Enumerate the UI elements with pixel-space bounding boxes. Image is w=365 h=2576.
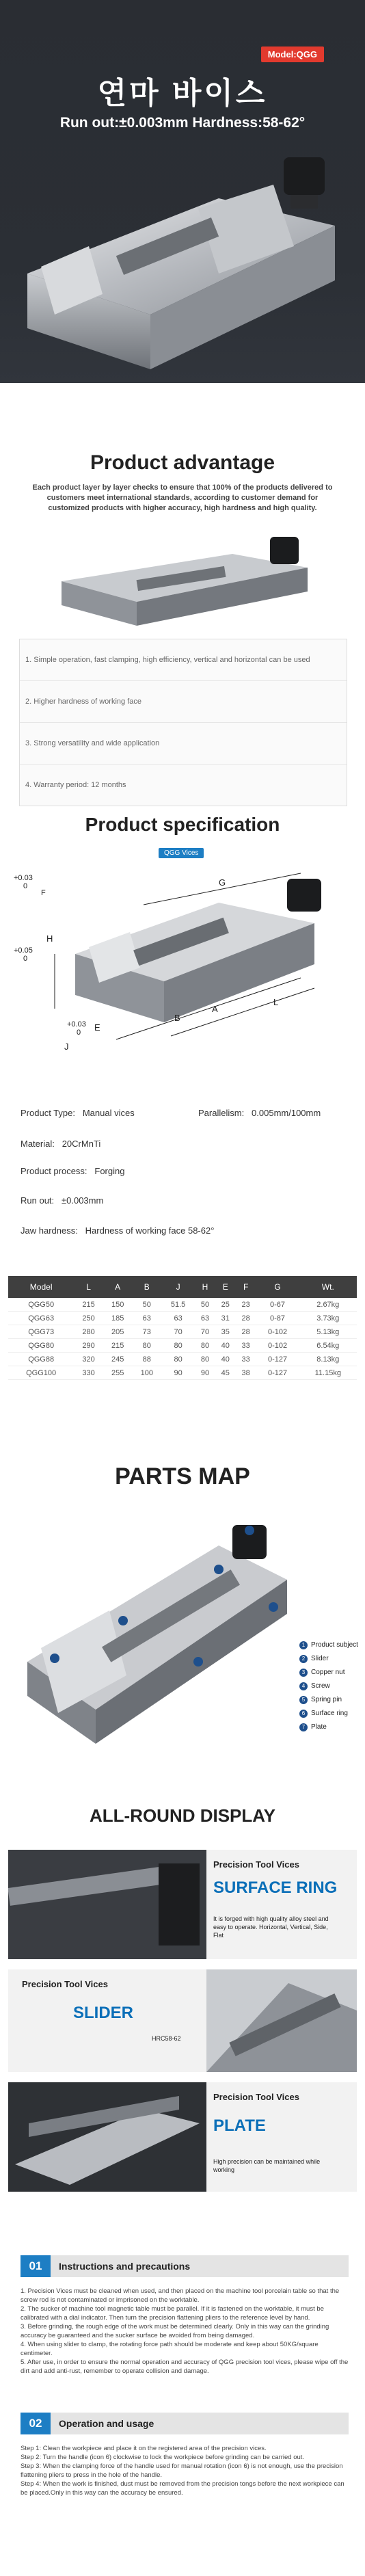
legend-item: 1 Product subject xyxy=(299,1641,358,1649)
usage-line: Step 2: Turn the handle (icon 6) clockwise to lock the workpiece before grinding can be carried out. xyxy=(21,2454,305,2461)
table-cell: 70 xyxy=(161,1325,195,1339)
usage-text xyxy=(21,2444,349,2497)
table-cell: 50 xyxy=(132,1298,161,1312)
table-cell: 33 xyxy=(236,1353,256,1366)
specification-title: Product specification xyxy=(85,814,280,835)
hero-title: 연마 바이스 xyxy=(97,77,268,110)
advantage-item: 1. Simple operation, fast clamping, high efficiency, vertical and horizontal can be used xyxy=(20,639,347,681)
table-cell: 90 xyxy=(161,1366,195,1380)
hero-banner xyxy=(0,0,365,383)
instructions-text xyxy=(21,2287,349,2376)
hero-spec-line: Run out:±0.003mm Hardness:58-62° xyxy=(59,115,306,131)
legend-item: 4 Screw xyxy=(299,1682,330,1690)
section-number: 01 xyxy=(21,2255,51,2277)
table-cell: QGG80 xyxy=(8,1339,74,1353)
table-cell: 50 xyxy=(195,1298,215,1312)
allround-title: ALL-ROUND DISPLAY xyxy=(89,1805,276,1826)
table-cell: 150 xyxy=(103,1298,133,1312)
table-header: A xyxy=(103,1276,133,1298)
number-7-icon: 7 xyxy=(299,1723,308,1731)
panel-title: SLIDER xyxy=(73,2004,134,2022)
advantage-item: 3. Strong versatility and wide application xyxy=(20,723,347,765)
table-cell: 320 xyxy=(74,1353,103,1366)
table-cell: 0-102 xyxy=(256,1339,299,1353)
table-cell: 330 xyxy=(74,1366,103,1380)
drawing-label: B xyxy=(174,1013,180,1023)
spec-badge: QGG Vices xyxy=(159,848,204,858)
table-row xyxy=(8,1298,357,1312)
drawing-label: J xyxy=(64,1041,69,1052)
advantage-item: 4. Warranty period: 12 months xyxy=(25,781,126,789)
table-cell: 11.15kg xyxy=(299,1366,357,1380)
table-cell: 280 xyxy=(74,1325,103,1339)
spec-row-runout: Run out: ±0.003mm xyxy=(21,1195,104,1206)
table-row xyxy=(8,1339,357,1353)
drawing-label: F xyxy=(41,889,46,897)
table-cell: 33 xyxy=(236,1339,256,1353)
dimensions-table xyxy=(8,1276,357,1380)
table-cell: 80 xyxy=(161,1353,195,1366)
table-cell: 28 xyxy=(236,1312,256,1325)
table-row xyxy=(8,1353,357,1366)
table-cell: 255 xyxy=(103,1366,133,1380)
instruction-line: 3. Before grinding, the rough edge of the work must be determined clearly. Only in this way can the grinding accuracy be guaranteed and the sucker surface be avoided from being damaged. xyxy=(21,2323,329,2339)
table-cell: 80 xyxy=(161,1339,195,1353)
panel-subtitle: Precision Tool Vices xyxy=(22,1979,108,1989)
slider-panel xyxy=(8,1969,357,2072)
table-cell: 88 xyxy=(132,1353,161,1366)
panel-title: SURFACE RING xyxy=(213,1878,338,1897)
table-cell: 80 xyxy=(195,1339,215,1353)
drawing-label: E xyxy=(94,1022,100,1033)
table-cell: 45 xyxy=(215,1366,236,1380)
table-header: H xyxy=(195,1276,215,1298)
drawing-label: G xyxy=(219,877,226,888)
instruction-line: 5. After use, in order to ensure the normal operation and accuracy of QGG precision tool vices, please wipe off the dirt and add anti-rust, remember to operate collision and damage. xyxy=(21,2359,349,2375)
instruction-line: 1. Precision Vices must be cleaned when used, and then placed on the machine tool porcelain table so that the screw rod is not contaminated or imprisoned on the worktable. xyxy=(21,2287,340,2304)
panel-title: PLATE xyxy=(213,2116,266,2135)
table-header: B xyxy=(132,1276,161,1298)
instruction-line: 2. The sucker of machine tool magnetic table must be parallel. If it is fastened on the worktable, it must be calibrated with a dial indicator. Then turn the precision flattening pliers to the reference level by hand. xyxy=(21,2305,324,2322)
advantage-title: Product advantage xyxy=(90,451,275,474)
table-cell: 28 xyxy=(236,1325,256,1339)
table-cell: 8.13kg xyxy=(299,1353,357,1366)
drawing-label: +0.03 xyxy=(14,874,33,882)
drawing-label: 0 xyxy=(77,1028,81,1037)
legend-item: 5 Spring pin xyxy=(299,1696,342,1704)
model-badge: Model:QGG xyxy=(261,47,324,62)
table-cell: 40 xyxy=(215,1339,236,1353)
table-cell: 63 xyxy=(195,1312,215,1325)
usage-header xyxy=(21,2413,349,2434)
advantage-description: Each product layer by layer checks to ensure that 100% of the products delivered to customers meet international standards, according to customer demand for customized products with higher accuracy, high hardness and high quality. xyxy=(32,483,333,512)
table-header-row xyxy=(8,1276,357,1298)
table-cell: 250 xyxy=(74,1312,103,1325)
legend-item: 6 Surface ring xyxy=(299,1710,348,1718)
drawing-label: H xyxy=(46,933,53,944)
drawing-label: +0.05 xyxy=(14,946,33,955)
table-header: Model xyxy=(8,1276,74,1298)
surface-ring-panel xyxy=(8,1850,357,1959)
number-6-icon: 6 xyxy=(299,1710,308,1718)
drawing-label: 0 xyxy=(23,882,28,890)
vice-hero-image xyxy=(14,144,355,376)
vice-image xyxy=(55,533,314,629)
table-row xyxy=(8,1366,357,1380)
table-cell: 5.13kg xyxy=(299,1325,357,1339)
table-header: G xyxy=(256,1276,299,1298)
table-header: E xyxy=(215,1276,236,1298)
table-cell: QGG100 xyxy=(8,1366,74,1380)
spec-row-type: Product Type: Manual vices xyxy=(21,1108,135,1118)
table-cell: 245 xyxy=(103,1353,133,1366)
table-cell: QGG73 xyxy=(8,1325,74,1339)
spec-row-material: Material: 20CrMnTi xyxy=(21,1139,101,1149)
panel-description: High precision can be maintained while working xyxy=(213,2158,321,2173)
spec-row-parallelism: Parallelism: 0.005mm/100mm xyxy=(198,1108,321,1118)
table-cell: 0-127 xyxy=(256,1353,299,1366)
panel-description: It is forged with high quality alloy steel and easy to operate. Horizontal, Vertical, Side, Flat xyxy=(213,1915,329,1939)
table-cell: 70 xyxy=(195,1325,215,1339)
table-cell: 80 xyxy=(132,1339,161,1353)
table-cell: 38 xyxy=(236,1366,256,1380)
advantage-list xyxy=(19,639,347,806)
panel-subtitle: Precision Tool Vices xyxy=(213,2092,299,2102)
table-cell: 0-67 xyxy=(256,1298,299,1312)
table-cell: 90 xyxy=(195,1366,215,1380)
legend-item: 3 Copper nut xyxy=(299,1669,344,1677)
table-cell: QGG88 xyxy=(8,1353,74,1366)
parts-title: PARTS MAP xyxy=(115,1463,250,1489)
table-cell: 290 xyxy=(74,1339,103,1353)
table-cell: 0-87 xyxy=(256,1312,299,1325)
table-cell: 51.5 xyxy=(161,1298,195,1312)
table-row xyxy=(8,1312,357,1325)
table-cell: 80 xyxy=(195,1353,215,1366)
parts-exploded-image xyxy=(14,1504,301,1751)
table-header: L xyxy=(74,1276,103,1298)
number-1-icon: 1 xyxy=(299,1641,308,1649)
plate-image xyxy=(8,2082,206,2192)
number-3-icon: 3 xyxy=(299,1669,308,1677)
table-cell: 215 xyxy=(74,1298,103,1312)
number-4-icon: 4 xyxy=(299,1682,308,1690)
slider-image xyxy=(206,1969,357,2072)
table-cell: 40 xyxy=(215,1353,236,1366)
table-header: Wt. xyxy=(299,1276,357,1298)
drawing-label: 0 xyxy=(23,955,28,963)
table-header: F xyxy=(236,1276,256,1298)
table-header: J xyxy=(161,1276,195,1298)
usage-line: Step 4: When the work is finished, dust must be removed from the precision tongs before the next workpiece can be placed.Only in this way can the accuracy be ensured. xyxy=(21,2480,344,2497)
spec-row-hardness: Jaw hardness: Hardness of working face 58-62° xyxy=(21,1225,215,1236)
table-cell: 205 xyxy=(103,1325,133,1339)
table-cell: 0-102 xyxy=(256,1325,299,1339)
plate-panel xyxy=(8,2082,357,2192)
table-cell: QGG63 xyxy=(8,1312,74,1325)
table-cell: 185 xyxy=(103,1312,133,1325)
usage-line: Step 1: Clean the workpiece and place it on the registered area of the precision vices. xyxy=(21,2445,267,2452)
drawing-label: +0.03 xyxy=(67,1020,86,1028)
table-cell: QGG50 xyxy=(8,1298,74,1312)
section-number: 02 xyxy=(21,2413,51,2434)
table-cell: 35 xyxy=(215,1325,236,1339)
table-cell: 3.73kg xyxy=(299,1312,357,1325)
surface-ring-image xyxy=(8,1850,206,1959)
instruction-line: 4. When using slider to clamp, the rotating force path should be moderate and keep about 50KG/square centimeter. xyxy=(21,2341,319,2357)
section-title: Operation and usage xyxy=(59,2418,154,2429)
table-cell: 0-127 xyxy=(256,1366,299,1380)
number-5-icon: 5 xyxy=(299,1696,308,1704)
instructions-header xyxy=(21,2255,349,2277)
table-cell: 31 xyxy=(215,1312,236,1325)
panel-subtitle: Precision Tool Vices xyxy=(213,1859,299,1870)
table-cell: 23 xyxy=(236,1298,256,1312)
table-cell: 73 xyxy=(132,1325,161,1339)
legend-item: 7 Plate xyxy=(299,1723,327,1731)
drawing-label: L xyxy=(273,997,279,1007)
drawing-label: A xyxy=(212,1004,218,1014)
advantage-item: 2. Higher hardness of working face xyxy=(20,681,347,723)
table-row xyxy=(8,1325,357,1339)
table-cell: 2.67kg xyxy=(299,1298,357,1312)
table-cell: 100 xyxy=(132,1366,161,1380)
legend-item: 2 Slider xyxy=(299,1655,329,1663)
dimension-drawing xyxy=(14,865,355,1070)
table-cell: 63 xyxy=(132,1312,161,1325)
table-cell: 25 xyxy=(215,1298,236,1312)
table-cell: 63 xyxy=(161,1312,195,1325)
table-cell: 6.54kg xyxy=(299,1339,357,1353)
number-2-icon: 2 xyxy=(299,1655,308,1663)
table-cell: 215 xyxy=(103,1339,133,1353)
spec-row-process: Product process: Forging xyxy=(21,1166,125,1176)
usage-line: Step 3: When the clamping force of the handle used for manual rotation (icon 6) is not enough, use the precision flattening pliers to press in the hole of the handle. xyxy=(21,2462,343,2479)
section-title: Instructions and precautions xyxy=(59,2261,191,2272)
panel-description: HRC58-62 xyxy=(152,2035,181,2042)
